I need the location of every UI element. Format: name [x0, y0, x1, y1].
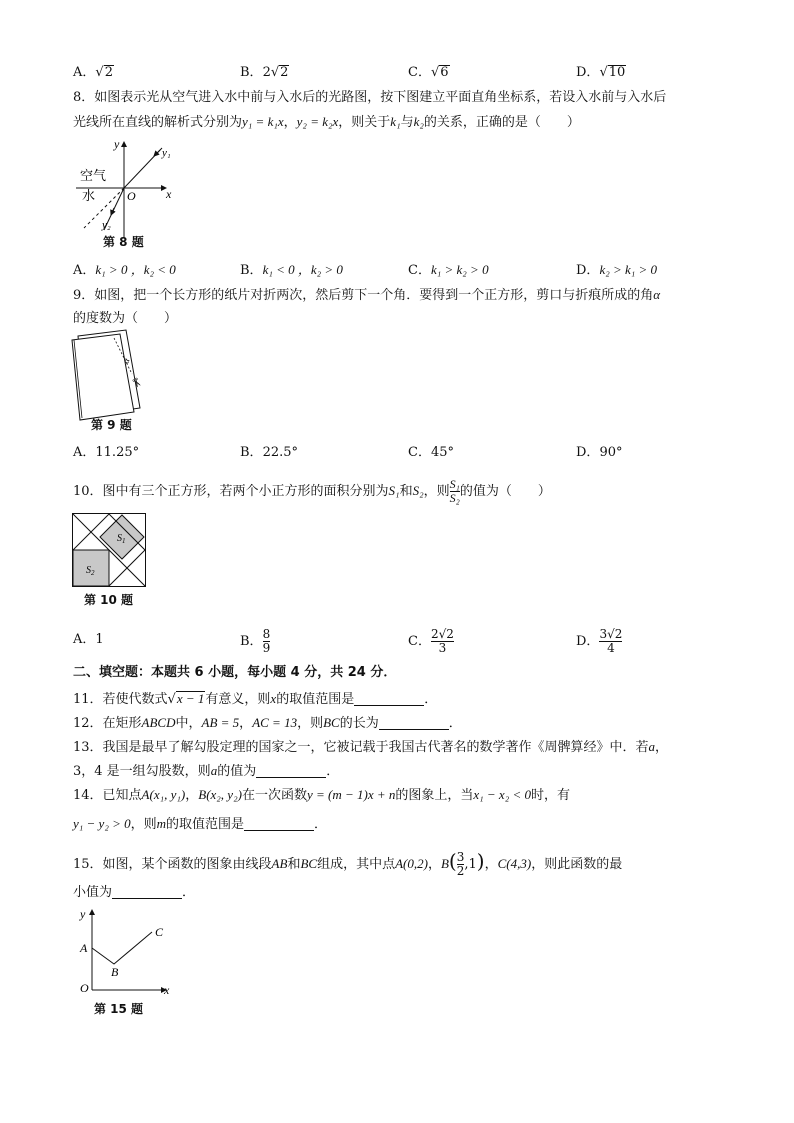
q8-label-water: 水 [82, 189, 96, 204]
q13-answer-blank[interactable] [256, 763, 326, 778]
scissors-icon: ✂ [127, 375, 146, 391]
q12: 12．在矩形ABCD中，AB = 5，AC = 13，则BC的长为 ． [73, 715, 462, 731]
q9-stem-line1: 9．如图，把一个长方形的纸片对折两次，然后剪下一个角．要得到一个正方形，剪口与折痕所成的角α [73, 287, 661, 303]
q10-square-s2 [73, 550, 109, 586]
q10-option-a: A．1 [73, 632, 104, 647]
q8-label-y1: y₁ [162, 147, 171, 159]
q8-label-x: x [166, 187, 172, 201]
q15-label-origin: O [80, 981, 89, 995]
q8-light-ray-water-arrow [111, 208, 114, 215]
q12-answer-blank[interactable] [379, 715, 449, 730]
q14-line2: y₁ − y₂ > 0，则m的取值范围是 ． [73, 816, 328, 832]
q10-option-d: D． $\frac{3√2}{4}$ [576, 627, 623, 655]
q9-option-c: C．45° [408, 445, 454, 460]
q8-label-y2: y₂ [102, 219, 111, 231]
q10-figure [72, 513, 146, 587]
q7-option-a: A．√2 [73, 65, 113, 80]
q15-label-b: B [111, 965, 119, 979]
q8-caption: 第 8 题 [103, 235, 144, 249]
q10-option-c: C． $\frac{2√2}{3}$ [408, 627, 454, 655]
q8-stem-line1: 8．如图表示光从空气进入水中前与入水后的光路图，按下图建立平面直角坐标系，若设入水前与入水后 [73, 90, 667, 105]
q13-line2: 3，4 是一组勾股数，则a的值为 ． [73, 763, 340, 779]
q15-label-a: A [80, 941, 88, 955]
q15-label-x: x [164, 983, 170, 997]
q15-label-y: y [80, 907, 86, 921]
q8-stem-line2: 光线所在直线的解析式分别为y₁ = k₁x，y₂ = k₂x，则关于k₁与k₂的关系，正确的是（ ） [73, 114, 580, 130]
q11: 11．若使代数式√x − 1有意义，则x的取值范围是 ． [73, 691, 438, 707]
q8-option-d: D．k₂ > k₁ > 0 [576, 262, 658, 278]
q15-caption: 第 15 题 [94, 1002, 144, 1016]
q7-option-b: B．2√2 [240, 65, 289, 80]
q8-option-c: C．k₁ > k₂ > 0 [408, 262, 489, 278]
q8-light-ray-air-arrow [154, 150, 160, 156]
q15-line1: 15．如图，某个函数的图象由线段AB和BC组成，其中点A(0,2)，B( $\frac{3}{2}$ ,1)，C(4,3)，则此函数的最 [73, 849, 623, 878]
q8-label-origin: O [127, 189, 136, 203]
q7-option-d: D．√10 [576, 65, 626, 80]
q7-option-c: C．√6 [408, 65, 449, 80]
q15-function-graph [92, 932, 152, 964]
q13-line1: 13．我国是最早了解勾股定理的国家之一，它被记载于我国古代著名的数学著作《周髀算经》中．若a， [73, 739, 669, 755]
q9-option-b: B．22.5° [240, 445, 299, 460]
q15-answer-blank[interactable] [112, 884, 182, 899]
q8-label-y: y [114, 137, 120, 151]
q10-option-b: B． $\frac{8}{9}$ [240, 627, 271, 655]
q8-option-a: A．k₁ > 0 ，k₂ < 0 [73, 262, 176, 278]
q8-figure [74, 138, 184, 248]
q15-label-c: C [155, 925, 164, 939]
q8-option-b: B．k₁ < 0 ，k₂ > 0 [240, 262, 343, 278]
q10-label-s1: $S_1$ [117, 533, 126, 545]
q8-label-air: 空气 [80, 169, 107, 184]
q9-stem-line2: 的度数为（ ） [73, 311, 178, 326]
q9-label-alpha: α [120, 356, 132, 365]
q10-label-s2: $S_2$ [86, 565, 95, 577]
q9-caption: 第 9 题 [91, 418, 132, 432]
q9-option-a: A．11.25° [73, 445, 140, 460]
q14-line1: 14．已知点A(x₁, y₁)，B(x₂, y₂)在一次函数y = (m − 1)x + n的图象上，当x₁ − x₂ < 0时，有 [73, 787, 571, 803]
q11-answer-blank[interactable] [354, 691, 424, 706]
q15-figure [76, 906, 176, 998]
q10-caption: 第 10 题 [84, 593, 134, 607]
q9-option-d: D．90° [576, 445, 623, 460]
q9-figure [70, 330, 150, 418]
section-header-fill-in: 二、填空题：本题共 6 小题，每小题 4 分，共 24 分． [73, 665, 397, 680]
q14-answer-blank[interactable] [244, 816, 314, 831]
q10-stem: 10．图中有三个正方形，若两个小正方形的面积分别为S₁和S₂，则 $\frac{\text{S₁}}{\text{S₂}}$ 的值为（ ） [73, 477, 551, 505]
q15-line2: 小值为 ． [73, 885, 196, 900]
